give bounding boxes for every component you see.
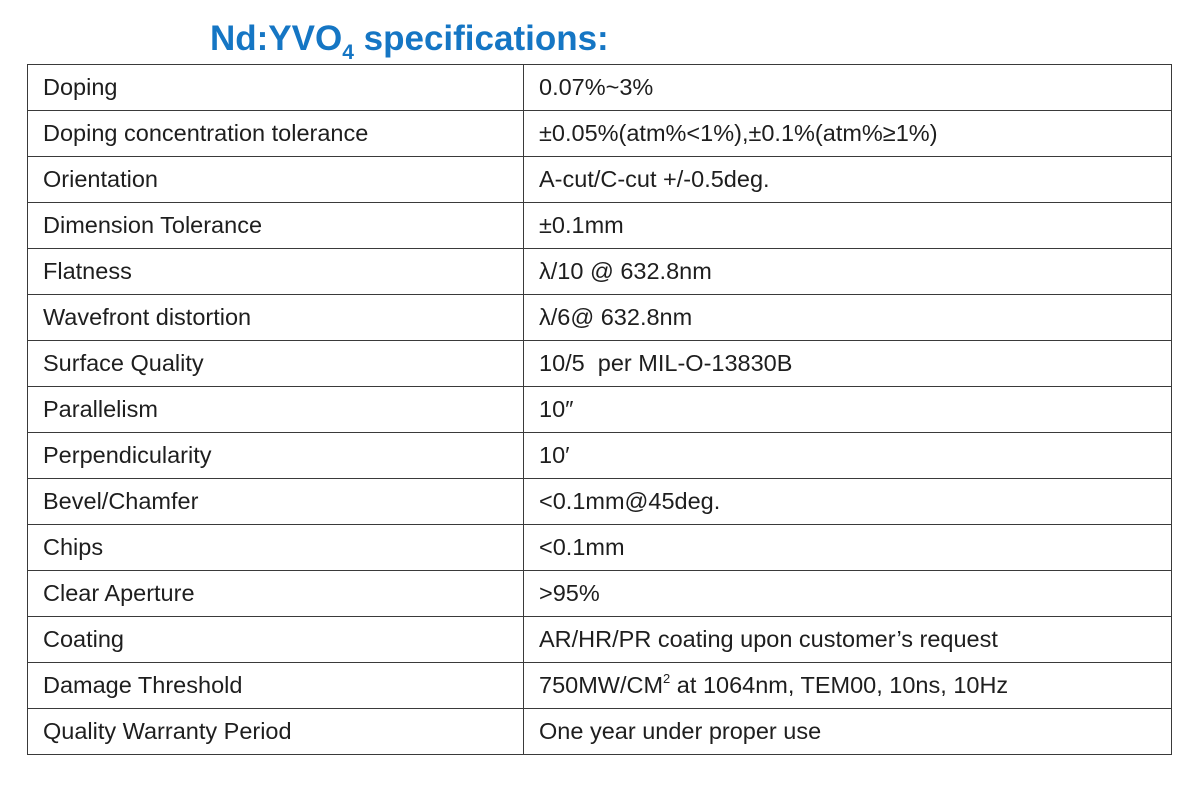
spec-label: Parallelism: [28, 387, 524, 433]
table-row: [28, 203, 1172, 249]
table-row: [28, 295, 1172, 341]
spec-label: Doping concentration tolerance: [28, 111, 524, 157]
table-row: [28, 663, 1172, 709]
spec-value: >95%: [524, 571, 1172, 617]
spec-value: <0.1mm@45deg.: [524, 479, 1172, 525]
spec-value: One year under proper use: [524, 709, 1172, 755]
table-row: [28, 157, 1172, 203]
damage-threshold-conditions: at 1064nm, TEM00, 10ns, 10Hz: [670, 672, 1009, 698]
table-row: [28, 65, 1172, 111]
spec-value: <0.1mm: [524, 525, 1172, 571]
page-title: [210, 14, 609, 64]
spec-value: 0.07%~3%: [524, 65, 1172, 111]
spec-label: Chips: [28, 525, 524, 571]
table-row: [28, 571, 1172, 617]
spec-value: 10″: [524, 387, 1172, 433]
spec-value: AR/HR/PR coating upon customer’s request: [524, 617, 1172, 663]
table-row: [28, 433, 1172, 479]
spec-value: [524, 663, 1172, 709]
table-row: [28, 341, 1172, 387]
damage-threshold-value: 750MW/CM: [539, 672, 664, 698]
spec-label: Perpendicularity: [28, 433, 524, 479]
spec-label: Clear Aperture: [28, 571, 524, 617]
table-row: [28, 111, 1172, 157]
spec-value: ±0.05%(atm%<1%),±0.1%(atm%≥1%): [524, 111, 1172, 157]
spec-label: Wavefront distortion: [28, 295, 524, 341]
spec-label: Orientation: [28, 157, 524, 203]
spec-value: λ/10 @ 632.8nm: [524, 249, 1172, 295]
spec-label: Bevel/Chamfer: [28, 479, 524, 525]
spec-value: λ/6@ 632.8nm: [524, 295, 1172, 341]
spec-label: Dimension Tolerance: [28, 203, 524, 249]
table-row: [28, 249, 1172, 295]
title-subscript: 4: [342, 41, 354, 64]
spec-label: Damage Threshold: [28, 663, 524, 709]
table-row: [28, 709, 1172, 755]
spec-value: 10/5 per MIL-O-13830B: [524, 341, 1172, 387]
specifications-table: [27, 64, 1172, 755]
spec-value: ±0.1mm: [524, 203, 1172, 249]
spec-label: Surface Quality: [28, 341, 524, 387]
spec-value: 10′: [524, 433, 1172, 479]
spec-label: Quality Warranty Period: [28, 709, 524, 755]
table-row: [28, 617, 1172, 663]
title-suffix: specifications:: [353, 19, 609, 58]
spec-label: Flatness: [28, 249, 524, 295]
spec-label: Doping: [28, 65, 524, 111]
superscript-exponent: 2: [663, 671, 671, 686]
spec-label: Coating: [28, 617, 524, 663]
table-row: [28, 525, 1172, 571]
table-row: [28, 387, 1172, 433]
title-prefix: Nd:YVO: [210, 19, 343, 58]
spec-value: A-cut/C-cut +/-0.5deg.: [524, 157, 1172, 203]
table-row: [28, 479, 1172, 525]
